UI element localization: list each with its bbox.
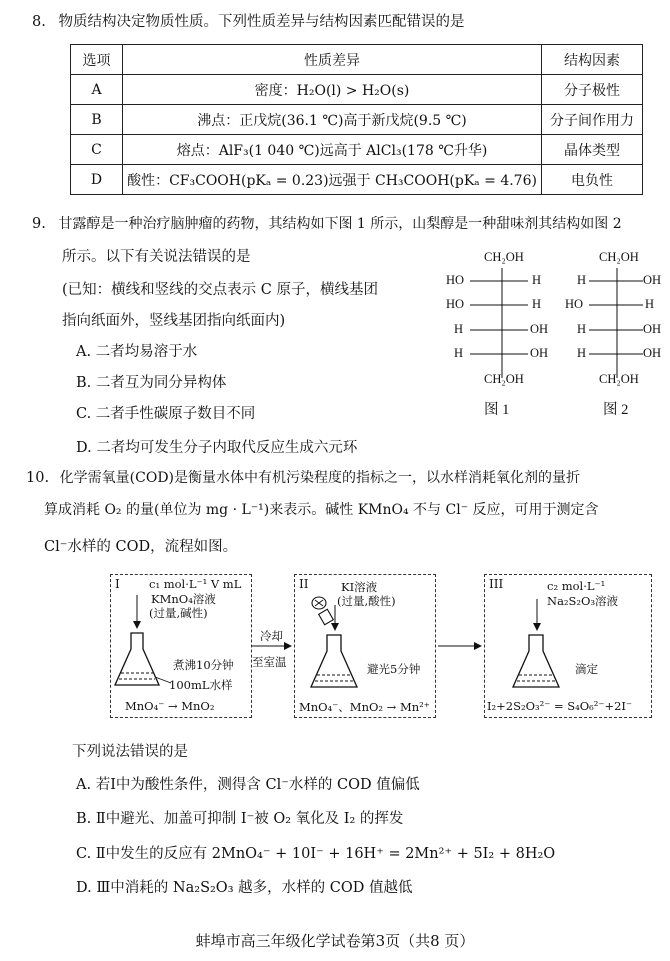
fig2-r2-left: HO xyxy=(565,297,584,311)
fig1-r1-right: H xyxy=(532,273,542,287)
step-3-condition: 滴定 xyxy=(575,662,598,676)
header-factor: 结构因素 xyxy=(541,45,642,75)
fig2-r3-left: H xyxy=(577,322,587,336)
flow-arrow-icon xyxy=(436,640,484,652)
row-factor: 晶体类型 xyxy=(541,135,642,165)
step-3-reaction: I₂+2S₂O₃²⁻ = S₄O₆²⁻+2I⁻ xyxy=(487,699,633,713)
fig1-bottom: CH₂OH xyxy=(484,372,524,386)
figure-2 xyxy=(565,250,665,420)
fig2-r3-right: OH xyxy=(643,322,662,336)
fig2-top: CH₂OH xyxy=(599,250,639,264)
step-2-label: II xyxy=(299,577,309,591)
row-diff: 沸点：正戊烷(36.1 ℃)高于新戊烷(9.5 ℃) xyxy=(123,105,542,135)
table-row xyxy=(71,75,643,105)
flask-1-icon xyxy=(111,575,251,717)
header-option: 选项 xyxy=(71,45,123,75)
step-1-reagent-1: c₁ mol·L⁻¹ V mL xyxy=(149,577,242,591)
q9-stem-line2: 所示。以下有关说法错误的是 xyxy=(62,249,251,265)
step-3-reagent-2: Na₂S₂O₃溶液 xyxy=(547,594,619,608)
flask-3-icon xyxy=(485,575,651,717)
q10-option-b: B. Ⅱ中避光、加盖可抑制 I⁻被 O₂ 氧化及 I₂ 的挥发 xyxy=(76,811,404,827)
fig1-r4-left: H xyxy=(454,346,464,360)
q10-number: 10. xyxy=(26,470,50,486)
q9-option-b: B. 二者互为同分异构体 xyxy=(76,375,227,391)
step-2-box xyxy=(294,574,436,718)
fig2-r4-right: OH xyxy=(643,346,662,360)
table-header-row xyxy=(71,45,643,75)
q8-text: 物质结构决定物质性质。下列性质差异与结构因素匹配错误的是 xyxy=(58,14,465,30)
step-3-reagent-1: c₂ mol·L⁻¹ xyxy=(547,579,606,593)
fig2-bottom: CH₂OH xyxy=(599,372,639,386)
step-2-condition: 避光5分钟 xyxy=(367,662,421,676)
q9-option-c: C. 二者手性碳原子数目不同 xyxy=(76,406,256,422)
table-row xyxy=(71,165,643,195)
fig1-r1-left: HO xyxy=(446,273,465,287)
q9-note-line2: 指向纸面外，竖线基团指向纸面内) xyxy=(62,313,286,329)
row-diff: 密度：H₂O(l) > H₂O(s) xyxy=(123,75,542,105)
q10-option-c: C. Ⅱ中发生的反应有 2MnO₄⁻ + 10I⁻ + 16H⁺ = 2Mn²⁺ + 5I₂ + 8H₂O xyxy=(76,846,556,862)
step-1-reaction: MnO₄⁻ → MnO₂ xyxy=(125,699,215,713)
fig1-r4-right: OH xyxy=(530,346,549,360)
fig1-caption: 图 1 xyxy=(484,402,510,418)
step-3-box xyxy=(484,574,652,718)
row-option: D xyxy=(71,165,123,195)
step-1-label: I xyxy=(115,577,120,591)
step-3-label: III xyxy=(489,577,504,591)
q9-stem-line1 xyxy=(32,213,622,233)
q9-note-line1: (已知：横线和竖线的交点表示 C 原子，横线基团 xyxy=(62,282,378,298)
fig1-r3-left: H xyxy=(454,322,464,336)
table-row xyxy=(71,105,643,135)
q9-option-a: A. 二者均易溶于水 xyxy=(76,344,198,360)
row-diff: 熔点：AlF₃(1 040 ℃)远高于 AlCl₃(178 ℃升华) xyxy=(123,135,542,165)
row-option: A xyxy=(71,75,123,105)
row-option: B xyxy=(71,105,123,135)
fig2-r1-right: OH xyxy=(643,273,662,287)
q8-stem xyxy=(32,10,464,31)
cod-flow-diagram xyxy=(110,574,660,720)
q8-table xyxy=(70,44,643,195)
transfer-label-2: 至室温 xyxy=(252,655,287,669)
header-property: 性质差异 xyxy=(123,45,542,75)
flask-2-icon xyxy=(295,575,435,717)
fig2-caption: 图 2 xyxy=(603,402,629,418)
q10-stem-line1 xyxy=(26,467,580,487)
q8-number: 8. xyxy=(32,14,46,30)
transfer-label-1: 冷却 xyxy=(260,629,283,643)
q10-option-a: A. 若Ⅰ中为酸性条件，测得含 Cl⁻水样的 COD 值偏低 xyxy=(76,777,420,793)
row-diff: 酸性：CF₃COOH(pKₐ = 0.23)远强于 CH₃COOH(pKₐ = 4.76) xyxy=(123,165,542,195)
row-factor: 分子极性 xyxy=(541,75,642,105)
q10-option-d: D. Ⅲ中消耗的 Na₂S₂O₃ 越多，水样的 COD 值越低 xyxy=(76,880,413,896)
q10-text-1: 化学需氧量(COD)是衡量水体中有机污染程度的指标之一，以水样消耗氧化剂的量折 xyxy=(59,470,581,486)
fig1-top: CH₂OH xyxy=(484,250,524,264)
step-1-condition: 煮沸10分钟 xyxy=(173,658,234,672)
step-1-box xyxy=(110,574,252,718)
step-2-reagent-2: (过量,酸性) xyxy=(337,594,396,608)
q10-prompt: 下列说法错误的是 xyxy=(72,744,188,760)
transfer-arrow-icon xyxy=(250,640,292,652)
table-row xyxy=(71,135,643,165)
fig1-r3-right: OH xyxy=(530,322,549,336)
q9-option-d: D. 二者均可发生分子内取代反应生成六元环 xyxy=(76,440,358,456)
step-1-reagent-2: KMnO₄溶液 xyxy=(151,592,216,606)
q9-number: 9. xyxy=(32,216,46,232)
fig1-r2-left: HO xyxy=(446,297,465,311)
step-2-reaction: MnO₄⁻、MnO₂ → Mn²⁺ xyxy=(299,700,430,714)
fig1-r2-right: H xyxy=(532,297,542,311)
q10-stem-line3: Cl⁻水样的 COD，流程如图。 xyxy=(44,539,238,555)
step-2-reagent-1: KI溶液 xyxy=(341,580,378,594)
q9-text-1: 甘露醇是一种治疗脑肿瘤的药物，其结构如下图 1 所示，山梨醇是一种甜味剂其结构如图 2 xyxy=(58,216,622,232)
figure-1 xyxy=(440,250,550,420)
q10-stem-line2: 算成消耗 O₂ 的量(单位为 mg · L⁻¹)来表示。碱性 KMnO₄ 不与 Cl⁻ 反应，可用于测定含 xyxy=(44,502,599,518)
fig2-r4-left: H xyxy=(577,346,587,360)
fig2-r1-left: H xyxy=(577,273,587,287)
row-option: C xyxy=(71,135,123,165)
step-1-reagent-3: (过量,碱性) xyxy=(149,606,208,620)
row-factor: 分子间作用力 xyxy=(541,105,642,135)
page-footer: 蚌埠市高三年级化学试卷第3页（共8 页） xyxy=(195,932,475,950)
step-1-sample: 100mL水样 xyxy=(169,678,233,692)
row-factor: 电负性 xyxy=(541,165,642,195)
fig2-r2-right: H xyxy=(645,297,655,311)
